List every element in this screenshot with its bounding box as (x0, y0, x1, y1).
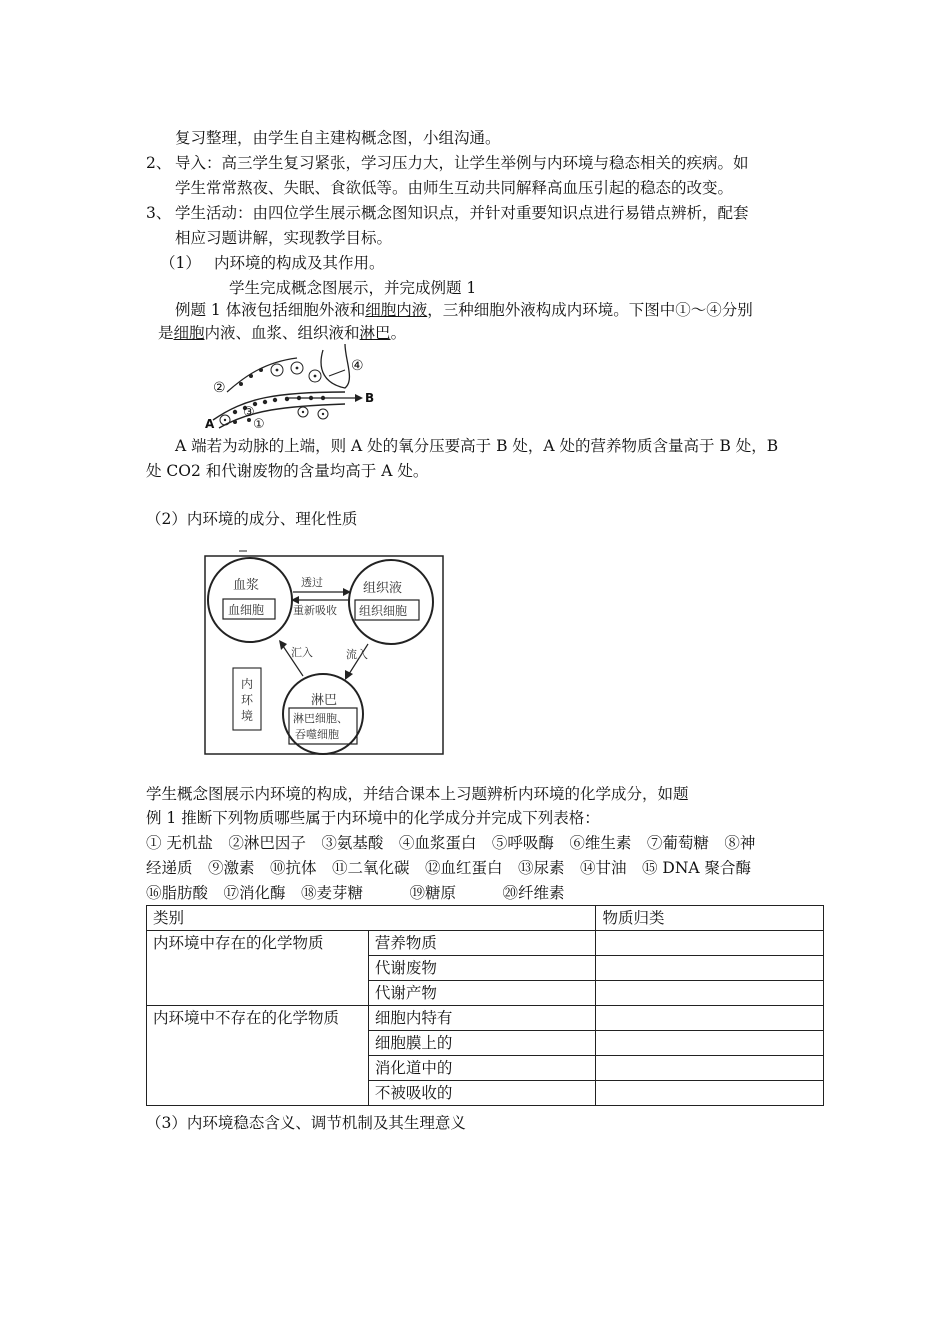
flow-into-label: 流入 (346, 648, 368, 661)
row-label: 代谢产物 (368, 981, 596, 1006)
row-label: 代谢废物 (368, 956, 596, 981)
tissue-cell-label: 组织细胞 (359, 604, 408, 618)
section-1-subtitle: 学生完成概念图展示，并完成例题 1 (229, 279, 477, 297)
example-1-line1: 例题 1 体液包括细胞外液和细胞内液，三种细胞外液构成内环境。下图中①～④分别 (175, 301, 753, 319)
row-label: 不被吸收的 (368, 1081, 596, 1106)
body-fluid-diagram (205, 340, 385, 432)
para-review: 复习整理，由学生自主建构概念图，小组沟通。 (175, 129, 501, 147)
table-row (147, 931, 824, 956)
answer-cell[interactable] (596, 1056, 824, 1081)
substance-list-line2: 经递质 ⑨激素 ⑩抗体 ⑪二氧化碳 ⑫血红蛋白 ⑬尿素 ⑭甘油 ⑮ DNA 聚合酶 (146, 859, 752, 877)
plasma-label: 血浆 (233, 578, 260, 593)
label-1: ① (253, 417, 265, 432)
label-3: ③ (243, 405, 255, 420)
row-label: 细胞内特有 (368, 1006, 596, 1031)
answer-cell[interactable] (596, 931, 824, 956)
inner-env-char-2: 环 (241, 693, 254, 707)
label-2: ② (213, 380, 226, 396)
para-2-number: 2、 (146, 154, 172, 172)
substance-list-line3: ⑯脂肪酸 ⑰消化酶 ⑱麦芽糖 ⑲糖原 ⑳纤维素 (146, 884, 565, 902)
para-3-line1: 学生活动：由四位学生展示概念图知识点，并针对重要知识点进行易错点辨析，配套 (175, 204, 749, 222)
group-absent: 内环境中不存在的化学物质 (147, 1006, 369, 1106)
lymph-cell-label-2: 吞噬细胞 (295, 728, 339, 741)
substance-list-line1: ① 无机盐 ②淋巴因子 ③氨基酸 ④血浆蛋白 ⑤呼吸酶 ⑥维生素 ⑦葡萄糖 ⑧神 (146, 834, 756, 852)
classification-table (146, 905, 824, 1106)
example-1-line2: 是细胞内液、血浆、组织液和淋巴。 (158, 324, 407, 342)
row-label: 消化道中的 (368, 1056, 596, 1081)
blood-cell-label: 血细胞 (228, 603, 265, 617)
answer-blank-2: 细胞 (173, 324, 205, 342)
answer-cell[interactable] (596, 1031, 824, 1056)
label-4: ④ (351, 358, 364, 374)
section-1-title: 内环境的构成及其作用。 (214, 254, 385, 272)
section-3-title: （3）内环境稳态含义、调节机制及其生理意义 (146, 1114, 466, 1132)
header-category: 类别 (147, 906, 596, 931)
answer-cell[interactable] (596, 956, 824, 981)
lymph-label: 淋巴 (311, 693, 338, 708)
through-label: 透过 (301, 576, 323, 589)
concept-line1: 学生概念图展示内环境的构成，并结合课本上习题辨析内环境的化学成分，如题 (146, 785, 689, 803)
header-classification: 物质归类 (596, 906, 824, 931)
inner-environment-concept-map (203, 546, 447, 758)
concept-line2: 例 1 推断下列物质哪些属于内环境中的化学成分并完成下列表格： (146, 809, 600, 827)
answer-blank-1: 细胞内液 (365, 301, 428, 319)
group-present: 内环境中存在的化学物质 (147, 931, 369, 1006)
row-label: 营养物质 (368, 931, 596, 956)
answer-blank-3: 淋巴 (359, 324, 391, 342)
section-2-title: （2）内环境的成分、理化性质 (146, 510, 358, 528)
section-1-number: （1） (160, 254, 201, 272)
reabsorb-label: 重新吸收 (293, 604, 337, 617)
label-B: B (365, 391, 375, 405)
para-2-line2: 学生常常熬夜、失眠、食欲低等。由师生互动共同解释高血压引起的稳态的改变。 (175, 179, 734, 197)
answer-line1: A 端若为动脉的上端，则 A 处的氧分压要高于 B 处，A 处的营养物质含量高于 B 处，B (175, 437, 779, 455)
answer-cell[interactable] (596, 1006, 824, 1031)
table-header-row (147, 906, 824, 931)
para-2-line1: 导入：高三学生复习紧张，学习压力大，让学生举例与内环境与稳态相关的疾病。如 (175, 154, 749, 172)
answer-cell[interactable] (596, 981, 824, 1006)
inner-env-char-3: 境 (241, 709, 254, 723)
label-A: A (205, 417, 215, 431)
answer-cell[interactable] (596, 1081, 824, 1106)
lymph-cell-label-1: 淋巴细胞、 (293, 712, 348, 725)
inner-env-char-1: 内 (241, 677, 254, 691)
table-row (147, 1006, 824, 1031)
para-3-line2: 相应习题讲解，实现教学目标。 (175, 229, 393, 247)
answer-line2: 处 CO2 和代谢废物的含量均高于 A 处。 (146, 462, 429, 480)
para-3-number: 3、 (146, 204, 172, 222)
tissue-fluid-label: 组织液 (363, 581, 403, 596)
row-label: 细胞膜上的 (368, 1031, 596, 1056)
flow-in-label: 汇入 (291, 646, 313, 659)
